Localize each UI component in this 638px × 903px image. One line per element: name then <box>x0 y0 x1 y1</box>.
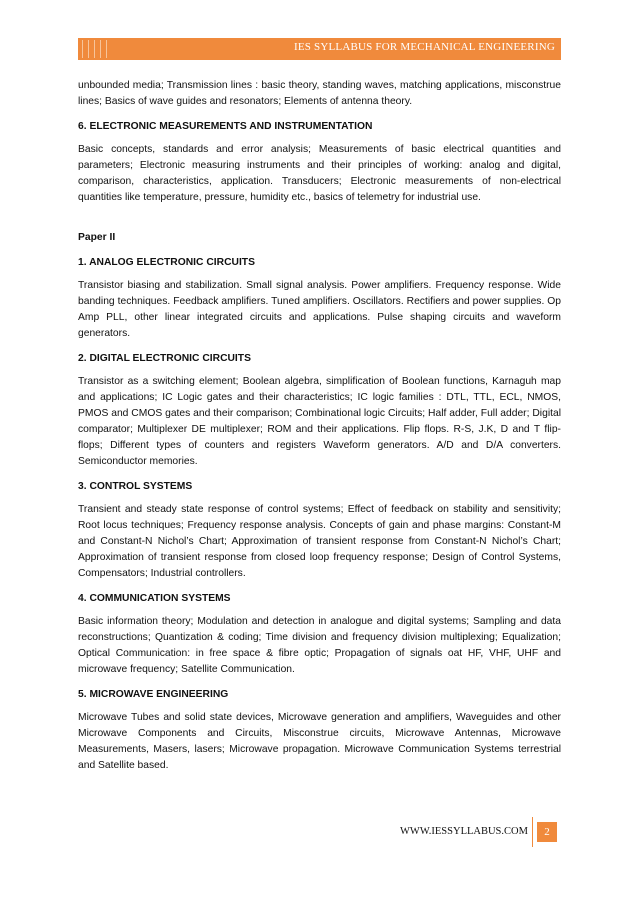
section-body: Basic concepts, standards and error analysis; Measurements of basic electrical quantities and parameters; Electronic measuring instruments and their principles of working: analog and digital, comparison, characteristics, application. Transducers; Electronic measurements of non-electrical quantities like temperature, pressure, humidity etc., basics of telemetry for industrial use. <box>78 144 561 203</box>
page-number: 2 <box>537 822 557 842</box>
document-body <box>78 78 561 783</box>
footer-divider <box>532 817 533 847</box>
header-decoration <box>82 38 122 60</box>
section-body: Transistor as a switching element; Boolean algebra, simplification of Boolean functions, Karnaguh map and applications; IC Logic gates and their characteristics; IC logic families : DTL, TTL, ECL, NMOS, PMOS and CMOS gates and their comparison; Combinational logic Circuits; Half adder, Full adder; Digital comparator; Multiplexer DE multiplexer; ROM and their applications. Flip flops. R-S, J.K, D and T flip-flops; Different types of counters and registers Waveform generators. A/D and D/A converters. Semiconductor memories. <box>78 376 561 467</box>
section-body: Basic information theory; Modulation and detection in analogue and digital systems; Sampling and data reconstructions; Quantization & coding; Time division and frequency division multiplexing; Equalization; Optical Communication: in free space & fibre optic; Propagation of signals oat HF, VHF, UHF and microwave frequency; Satellite Communication. <box>78 616 561 675</box>
header-bar <box>78 38 561 60</box>
section-body: Transient and steady state response of control systems; Effect of feedback on stability and sensitivity; Root locus techniques; Frequency response analysis. Concepts of gain and phase margins: Constant-M and Constant-N Nichol’s Chart; Approximation of transient response from Constant-N Nichol’s Chart; Approximation of transient response from closed loop frequency response; Design of Control Systems, Compensators; Industrial controllers. <box>78 504 561 579</box>
section-body: Transistor biasing and stabilization. Small signal analysis. Power amplifiers. Frequency response. Wide banding techniques. Feedback amplifiers. Tuned amplifiers. Oscillators. Rectifiers and power supplies. Op Amp PLL, other linear integrated circuits and applications. Pulse shaping circuits and waveform generators. <box>78 280 561 339</box>
section-heading: 4. COMMUNICATION SYSTEMS <box>78 593 231 604</box>
section-list-part1 <box>78 119 561 206</box>
section-heading: 5. MICROWAVE ENGINEERING <box>78 689 229 700</box>
paper-label: Paper II <box>78 232 116 243</box>
section-heading: 2. DIGITAL ELECTRONIC CIRCUITS <box>78 353 251 364</box>
section-heading: 3. CONTROL SYSTEMS <box>78 481 193 492</box>
header-title: IES SYLLABUS FOR MECHANICAL ENGINEERING <box>293 41 555 53</box>
section-heading: 1. ANALOG ELECTRONIC CIRCUITS <box>78 257 255 268</box>
section-body: Microwave Tubes and solid state devices, Microwave generation and amplifiers, Waveguides and other Microwave Components and Circuits, Misconstrue circuits, Microwave Antennas, Microwave Measurements, Masers, lasers; Microwave propagation. Microwave Communication Systems terrestrial and Satellite based. <box>78 712 561 771</box>
section-list-part2 <box>78 255 561 774</box>
intro-paragraph: unbounded media; Transmission lines : basic theory, standing waves, matching applications, misconstrue lines; Basics of wave guides and resonators; Elements of antenna theory. <box>78 80 561 107</box>
footer-url[interactable]: WWW.IESSYLLABUS.COM <box>400 826 528 837</box>
section-heading: 6. ELECTRONIC MEASUREMENTS AND INSTRUMENTATION <box>78 121 373 132</box>
